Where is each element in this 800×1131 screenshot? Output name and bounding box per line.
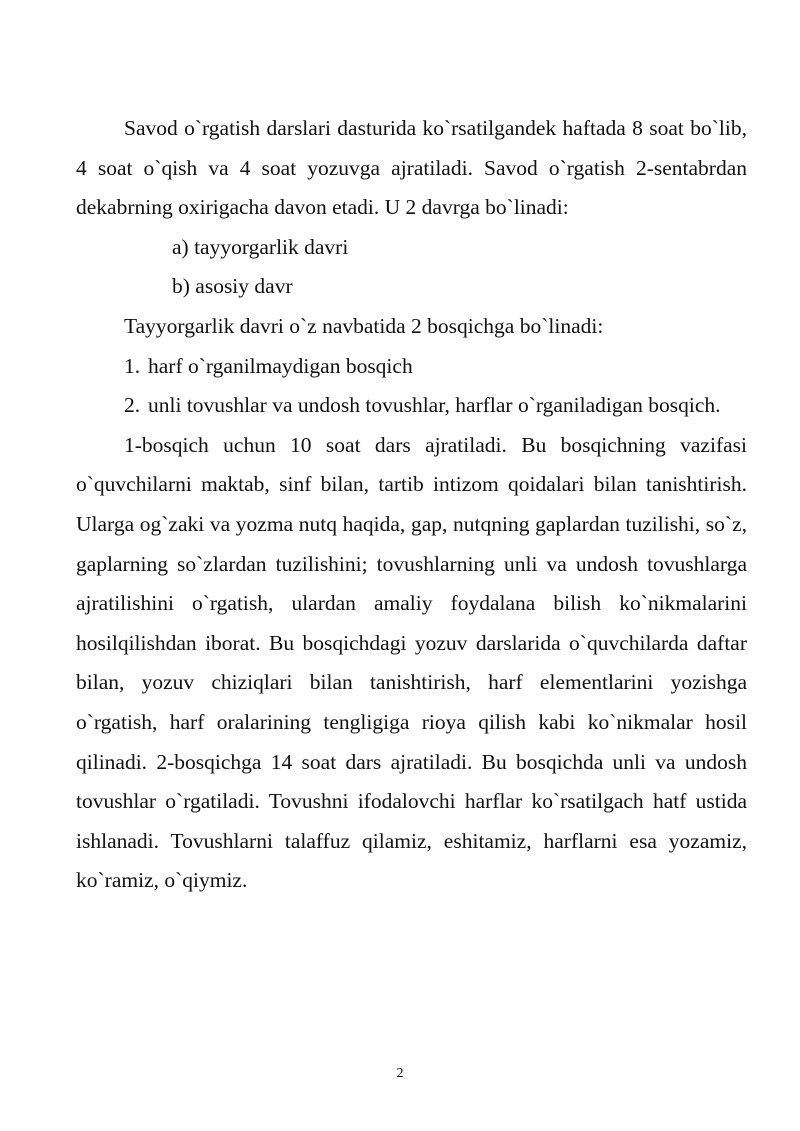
stages-intro: Tayyorgarlik davri o`z navbatida 2 bosqichga bo`linadi: xyxy=(124,313,604,338)
stage-list-item xyxy=(76,386,747,426)
list-number: 2. xyxy=(124,393,141,418)
list-number: 1. xyxy=(124,353,141,378)
list-item-text: harf o`rganilmaydigan bosqich xyxy=(148,353,413,378)
page-number: 2 xyxy=(396,1066,404,1081)
period-item-preparatory: a) tayyorgarlik davri xyxy=(172,234,349,259)
document-body xyxy=(76,109,747,901)
main-paragraph: 1-bosqich uchun 10 soat dars ajratiladi. Bu bosqichning vazifasi o`quvchilarni maktab, sinf bilan, tartib intizom qoidalari bilan tanishtirish. Ularga og`zaki va yozma nutq haqida, gap, nutqning gaplardan tuzilishi, so`z, gaplarning so`zlardan tuzilishini; tovushlarning unli va undosh tovushlarga ajratilishini o`rgatish, ulardan amaliy foydalana bilish ko`nikmalarini hosilqilishdan iborat. Bu bosqichdagi yozuv darslarida o`quvchilarda daftar bilan, yozuv chiziqlari bilan tanishtirish, harf elementlarini yozishga o`rgatish, harf oralarining tengligiga rioya qilish kabi ko`nikmalar hosil qilinadi. 2-bosqichga 14 soat dars ajratiladi. Bu bosqichda unli va undosh tovushlar o`rgatiladi. Tovushni ifodalovchi harflar ko`rsatilgach hatf ustida ishlanadi. Tovushlarni talaffuz qilamiz, eshitamiz, harflarni esa yozamiz, ko`ramiz, o`qiymiz. xyxy=(76,432,747,893)
period-item-main: b) asosiy davr xyxy=(172,274,293,299)
intro-paragraph: Savod o`rgatish darslari dasturida ko`rsatilgandek haftada 8 soat bo`lib, 4 soat o`qish va 4 soat yozuvga ajratiladi. Savod o`rgatish 2-sentabrdan dekabrning oxirigacha davon etadi. U 2 davrga bo`linadi: xyxy=(76,116,747,220)
list-item-text: unli tovushlar va undosh tovushlar, harflar o`rganiladigan bosqich. xyxy=(148,393,721,418)
stage-list-item xyxy=(76,347,747,387)
